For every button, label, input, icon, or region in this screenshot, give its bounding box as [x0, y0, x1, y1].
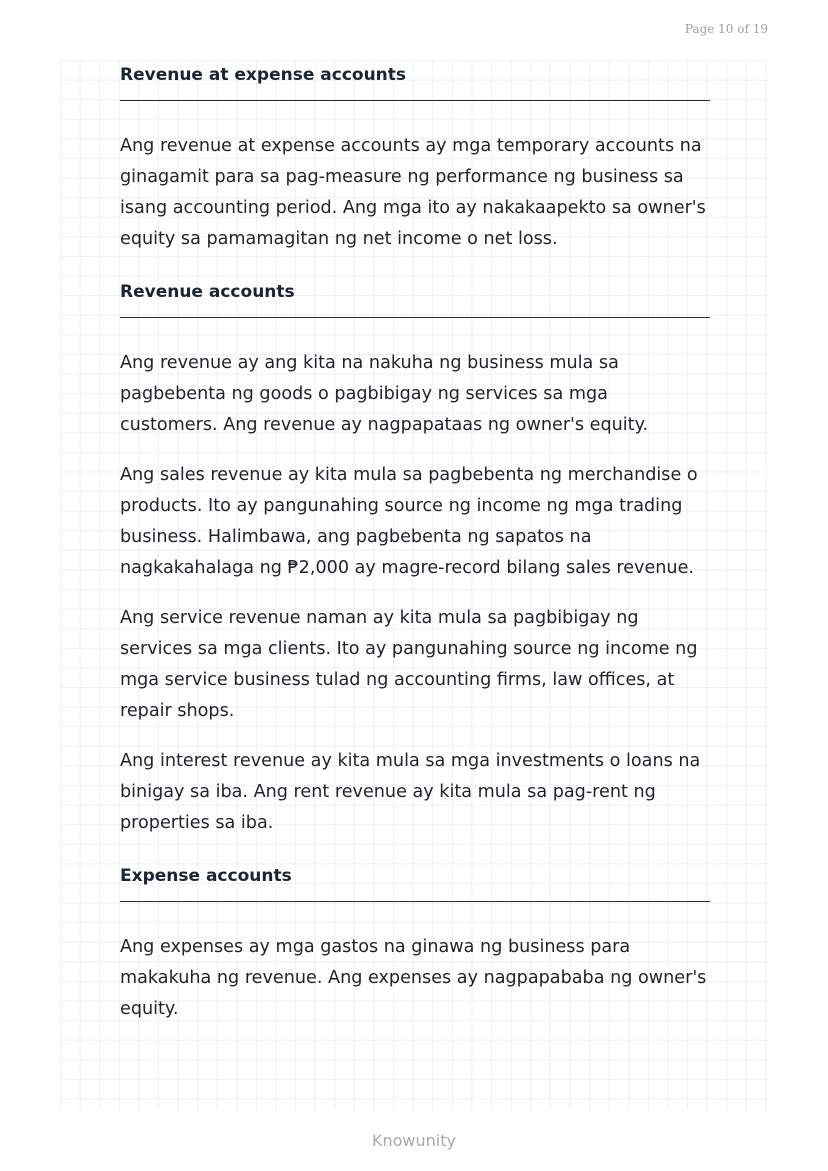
paragraph: Ang revenue ay ang kita na nakuha ng business mula sa pagbebenta ng goods o pagbibigay ng services sa mga customers. Ang revenue ay nagpapataas ng owner's equity. — [120, 353, 649, 435]
section-heading: Revenue accounts — [120, 279, 710, 318]
document-content — [120, 62, 710, 1049]
paragraph: Ang expenses ay mga gastos na ginawa ng business para makakuha ng revenue. Ang expenses ay nagpapababa ng owner's equity. — [120, 937, 707, 1019]
paragraph: Ang revenue at expense accounts ay mga temporary accounts na ginagamit para sa pag-measure ng performance ng business sa isang accounting period. Ang mga ito ay nakakaapekto sa owner's equity sa pamamagitan ng net income o net loss. — [120, 136, 706, 249]
section-expense-accounts — [120, 863, 710, 1025]
section-heading: Revenue at expense accounts — [120, 62, 710, 101]
section-revenue-at-expense-accounts — [120, 62, 710, 255]
page-number: Page 10 of 19 — [684, 22, 768, 36]
section-body — [120, 131, 710, 255]
paragraph: Ang interest revenue ay kita mula sa mga investments o loans na binigay sa iba. Ang rent revenue ay kita mula sa pag-rent ng properties sa iba. — [120, 751, 701, 833]
paragraph: Ang sales revenue ay kita mula sa pagbebenta ng merchandise o products. Ito ay pangunahing source ng income ng mga trading business. Halimbawa, ang pagbebenta ng sapatos na nagkakahalaga ng ₱2,000 ay magre-record bilang sales revenue. — [120, 465, 698, 578]
section-body — [120, 932, 710, 1025]
footer-brand: Knowunity — [372, 1131, 456, 1150]
section-revenue-accounts — [120, 279, 710, 839]
paragraph: Ang service revenue naman ay kita mula sa pagbibigay ng services sa mga clients. Ito ay pangunahing source ng income ng mga service business tulad ng accounting firms, law offices, at repair shops. — [120, 608, 698, 721]
section-body — [120, 348, 710, 839]
section-heading: Expense accounts — [120, 863, 710, 902]
